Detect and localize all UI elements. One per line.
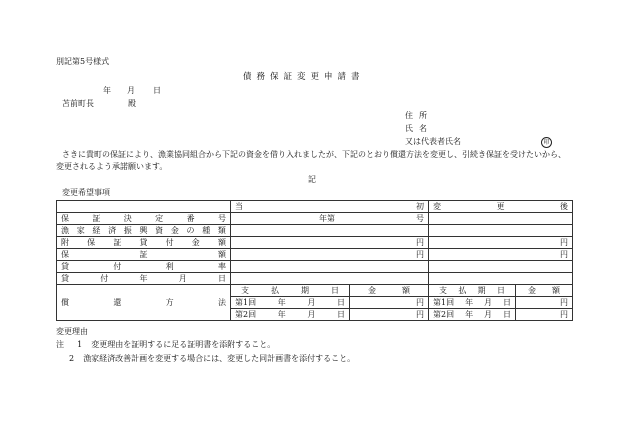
before-amount-cell[interactable] <box>350 297 429 309</box>
after-pay-date-header <box>429 285 516 297</box>
before-value-cell[interactable] <box>231 225 429 237</box>
month-label: 月 <box>307 310 316 319</box>
yen-unit: 円 <box>416 310 424 319</box>
row-label-cell <box>57 249 231 261</box>
section-label: 変更希望事項 <box>62 188 110 197</box>
after-value-cell[interactable] <box>429 225 573 237</box>
day-label: 日 <box>503 298 511 307</box>
after-value-cell[interactable] <box>429 213 573 225</box>
repayment-label-cell <box>57 285 231 321</box>
yen-unit: 円 <box>416 250 424 259</box>
row-label: 漁 家 経 済 振 興 資 金 の 種 類 <box>61 226 226 235</box>
date-day-label: 日 <box>153 86 161 95</box>
row-label-cell <box>57 237 231 249</box>
repayment-header-row <box>57 285 573 297</box>
repayment-label: 償 還 方 法 <box>61 298 226 307</box>
after-pay-date-cell[interactable] <box>429 309 516 321</box>
row-label: 附 保 証 貸 付 金 額 <box>61 238 226 247</box>
header-before-cell <box>231 201 429 213</box>
before-pay-date-header <box>231 285 350 297</box>
table-row <box>57 225 573 237</box>
before-value-cell[interactable] <box>231 249 429 261</box>
note-number: 2 <box>69 354 75 363</box>
seal-mark: 印 <box>541 137 552 148</box>
yen-unit: 円 <box>560 298 568 307</box>
applicant-name-label: 氏名 <box>405 124 433 133</box>
after-amount-cell[interactable] <box>516 297 573 309</box>
note-1 <box>56 340 275 350</box>
after-value-cell[interactable] <box>429 249 573 261</box>
yen-unit: 円 <box>560 238 568 247</box>
note-text: 漁家経済改善計画を変更する場合には、変更した同計画書を添付すること。 <box>83 354 356 363</box>
header-after-char-2: 更 <box>496 202 505 211</box>
note-prefix: 注 <box>56 340 64 349</box>
row-label: 保 証 額 <box>61 250 226 259</box>
row-label-cell <box>57 273 231 285</box>
year-label: 年 <box>277 298 286 307</box>
day-label: 日 <box>503 310 511 319</box>
header-before-char-1: 当 <box>235 202 243 211</box>
before-value-cell[interactable] <box>231 273 429 285</box>
addressee-name: 苫前町長 <box>62 99 94 108</box>
month-label: 月 <box>484 310 493 319</box>
table-row <box>57 237 573 249</box>
row-label-cell <box>57 213 231 225</box>
header-after-cell <box>429 201 573 213</box>
header-before-char-2: 初 <box>416 202 424 211</box>
after-pay-date-cell[interactable] <box>429 297 516 309</box>
date-year-label: 年 <box>103 86 111 95</box>
installment-number: 第1回 <box>433 298 455 307</box>
before-pay-date-cell[interactable] <box>231 297 350 309</box>
body-text-line-1: さきに貴町の保証により、漁業協同組合から下記の資金を借り入れましたが、下記のとおり償還方法を変更し、引続き保証を受けたいから、 <box>62 150 566 159</box>
amount-header-text: 金 額 <box>528 286 560 295</box>
pay-date-header-text: 支 払 期 日 <box>241 286 339 295</box>
table-header-row <box>57 201 573 213</box>
decision-number-suffix: 号 <box>416 214 424 223</box>
installment-number: 第2回 <box>433 310 455 319</box>
table-row <box>57 261 573 273</box>
installment-number: 第1回 <box>235 298 257 307</box>
addressee-honorific: 殿 <box>128 99 136 108</box>
yen-unit: 円 <box>416 298 424 307</box>
installment-number: 第2回 <box>235 310 257 319</box>
table-row <box>57 273 573 285</box>
amount-header-text: 金 額 <box>368 286 410 295</box>
after-amount-cell[interactable] <box>516 309 573 321</box>
year-label: 年 <box>277 310 286 319</box>
change-request-table <box>56 200 573 321</box>
note-2 <box>69 354 355 364</box>
applicant-representative-label: 又は代表者氏名 <box>405 137 461 146</box>
before-value-cell[interactable] <box>231 213 429 225</box>
row-label-cell <box>57 261 231 273</box>
header-blank-cell <box>57 201 231 213</box>
header-after-char-3: 後 <box>560 202 568 211</box>
row-label: 貸 付 年 月 日 <box>61 274 226 283</box>
before-value-cell[interactable] <box>231 237 429 249</box>
table-row <box>57 249 573 261</box>
row-label: 貸 付 利 率 <box>61 262 226 271</box>
month-label: 月 <box>307 298 316 307</box>
before-value-cell[interactable] <box>231 261 429 273</box>
applicant-address-label: 住所 <box>405 111 433 120</box>
yen-unit: 円 <box>560 250 568 259</box>
before-amount-header <box>350 285 429 297</box>
table-row <box>57 213 573 225</box>
after-value-cell[interactable] <box>429 237 573 249</box>
form-code: 別記第5号様式 <box>56 57 110 66</box>
after-amount-header <box>516 285 573 297</box>
after-value-cell[interactable] <box>429 261 573 273</box>
month-label: 月 <box>484 298 493 307</box>
row-label: 保 証 決 定 番 号 <box>61 214 226 223</box>
year-label: 年 <box>465 310 474 319</box>
day-label: 日 <box>336 310 345 319</box>
before-amount-cell[interactable] <box>350 309 429 321</box>
row-label-cell <box>57 225 231 237</box>
yen-unit: 円 <box>416 238 424 247</box>
note-text: 変更理由を証明するに足る証明書を添附すること。 <box>91 340 276 349</box>
day-label: 日 <box>336 298 345 307</box>
decision-year-label: 年第 <box>319 214 335 223</box>
pay-date-header-text: 支 払 期 日 <box>439 286 505 295</box>
body-text-line-2: 変更されるよう承諾願います。 <box>56 162 168 171</box>
ki-heading: 記 <box>308 175 316 184</box>
reason-label: 変更理由 <box>56 327 88 336</box>
header-after-char-1: 変 <box>433 202 441 211</box>
before-pay-date-cell[interactable] <box>231 309 350 321</box>
after-value-cell[interactable] <box>429 273 573 285</box>
yen-unit: 円 <box>560 310 568 319</box>
year-label: 年 <box>465 298 474 307</box>
note-number: 1 <box>77 340 83 349</box>
date-month-label: 月 <box>127 86 135 95</box>
document-title: 債務保証変更申請書 <box>243 72 365 82</box>
